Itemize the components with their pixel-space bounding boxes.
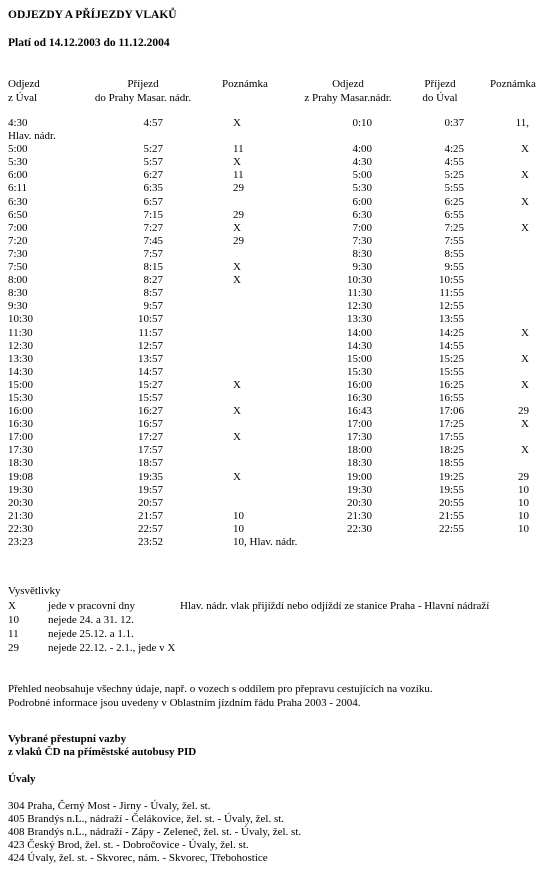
table-row (0, 471, 549, 484)
cell-arrival-prague: 14:57 (137, 365, 163, 378)
table-row (0, 209, 549, 222)
table-row (0, 405, 549, 418)
table-row (0, 484, 549, 497)
cell-departure-prague: 5:30 (352, 182, 372, 195)
validity-period: Platí od 14.12.2003 do 11.12.2004 (8, 37, 170, 49)
cell-note-outbound: X (233, 156, 241, 169)
cell-arrival-uvaly: 7:55 (444, 234, 464, 247)
cell-note-outbound: X (233, 117, 241, 129)
legend-item (8, 613, 548, 627)
header-line: Poznámka (222, 78, 268, 90)
cell-departure-prague: 19:00 (346, 470, 372, 483)
cell-arrival-uvaly: 16:25 (438, 378, 464, 391)
legend-symbol: 10 (8, 614, 19, 626)
cell-departure-uvaly: 16:00 (8, 405, 34, 418)
legend-title: Vysvětlivky (8, 585, 61, 597)
bus-line: 424 Úvaly, žel. st. - Skvorec, nám. - Skvorec, Třebohostice (8, 852, 268, 864)
header-line: Příjezd (424, 78, 456, 90)
cell-note-outbound: 11 (233, 169, 244, 182)
cell-departure-prague: 22:30 (346, 522, 372, 535)
header-line: z Úval (8, 92, 38, 104)
cell-arrival-uvaly: 15:25 (438, 352, 464, 365)
header-line: z Prahy Masar.nádr. (304, 92, 392, 104)
cell-arrival-prague: 19:57 (137, 483, 163, 496)
cell-departure-prague: 14:30 (346, 339, 372, 352)
cell-departure-uvaly: 6:50 (8, 208, 28, 221)
cell-note-inbound: X (521, 444, 529, 457)
table-row (0, 497, 549, 510)
header-line: Odjezd (8, 78, 40, 90)
cell-arrival-prague: 17:27 (137, 431, 163, 444)
cell-departure-prague: 16:00 (346, 378, 372, 391)
cell-arrival-uvaly: 13:55 (438, 313, 464, 326)
cell-note-inbound: X (521, 143, 529, 156)
cell-departure-uvaly: 10:30 (8, 313, 34, 326)
cell-arrival-prague: 5:27 (143, 143, 163, 156)
cell-arrival-uvaly: 6:25 (444, 195, 464, 208)
legend (8, 599, 548, 655)
cell-arrival-prague: 13:57 (137, 352, 163, 365)
table-row (0, 431, 549, 444)
cell-note-outbound: 29 (233, 234, 244, 247)
legend-symbol: 11 (8, 628, 19, 640)
cell-note-outbound: 29 (233, 182, 244, 195)
cell-departure-prague: 16:30 (346, 391, 372, 404)
table-row (0, 169, 549, 182)
cell-arrival-prague: 19:35 (137, 470, 163, 483)
legend-item (8, 641, 548, 655)
cell-departure-uvaly: 15:00 (8, 378, 34, 391)
cell-arrival-uvaly: 20:55 (438, 496, 464, 509)
cell-arrival-prague: 23:52 (137, 536, 163, 548)
cell-note-inbound: 11, (515, 117, 529, 129)
cell-arrival-uvaly: 9:55 (444, 261, 464, 274)
cell-arrival-prague: 8:15 (143, 261, 163, 274)
table-row (0, 143, 549, 156)
header-departure-prague (298, 77, 398, 105)
table-row (0, 392, 549, 405)
cell-arrival-uvaly: 17:55 (438, 431, 464, 444)
cell-departure-prague: 7:00 (352, 221, 372, 234)
cell-departure-prague: 17:00 (346, 418, 372, 431)
cell-arrival-uvaly: 4:25 (444, 143, 464, 156)
cell-note-outbound: X (233, 274, 241, 287)
cell-arrival-uvaly: 8:55 (444, 247, 464, 260)
cell-departure-uvaly: 4:30 (8, 117, 28, 129)
cell-departure-prague: 12:30 (346, 300, 372, 313)
cell-departure-uvaly: 6:11 (8, 182, 28, 195)
cell-departure-uvaly: 6:00 (8, 169, 28, 182)
header-line: Poznámka (490, 78, 536, 90)
legend-item (8, 599, 548, 613)
cell-departure-prague: 18:00 (346, 444, 372, 457)
legend-text: nejede 25.12. a 1.1. (48, 628, 134, 640)
cell-departure-uvaly: 12:30 (8, 339, 34, 352)
cell-note-inbound: 10 (518, 483, 529, 496)
table-row (0, 327, 549, 340)
cell-arrival-prague: 20:57 (137, 496, 163, 509)
cell-note-outbound: 10 (233, 509, 244, 522)
table-row (0, 444, 549, 457)
legend-text: nejede 24. a 31. 12. (48, 614, 134, 626)
bus-line: 304 Praha, Černý Most - Jirny - Úvaly, žel. st. (8, 800, 211, 812)
cell-departure-uvaly: 11:30 (8, 326, 33, 339)
table-row (0, 353, 549, 366)
cell-note-outbound: 10, Hlav. nádr. (233, 536, 298, 548)
cell-arrival-uvaly: 17:25 (438, 418, 464, 431)
cell-arrival-uvaly: 19:55 (438, 483, 464, 496)
cell-departure-uvaly: 13:30 (8, 352, 34, 365)
table-row (0, 300, 549, 313)
table-row (0, 248, 549, 261)
cell-departure-uvaly: 6:30 (8, 195, 28, 208)
cell-arrival-uvaly: 14:55 (438, 339, 464, 352)
table-row (0, 313, 549, 326)
cell-departure-prague: 14:00 (346, 326, 372, 339)
cell-arrival-uvaly: 4:55 (444, 156, 464, 169)
cell-arrival-uvaly: 18:55 (438, 457, 464, 470)
cell-note-inbound: X (521, 326, 529, 339)
cell-departure-prague: 18:30 (346, 457, 372, 470)
cell-arrival-uvaly: 21:55 (438, 509, 464, 522)
table-row (0, 182, 549, 195)
cell-arrival-uvaly: 17:06 (438, 405, 464, 418)
header-arrival-uvaly (420, 77, 460, 105)
note-line: Přehled neobsahuje všechny údaje, např. o vozech s oddílem pro přepravu cestujících na vozíku. (8, 683, 433, 695)
transfer-station: Úvaly (8, 773, 36, 785)
cell-departure-prague: 15:00 (346, 352, 372, 365)
table-row (0, 523, 549, 536)
cell-note-outbound: X (233, 431, 241, 444)
cell-arrival-prague: 7:57 (143, 247, 163, 260)
cell-arrival-uvaly: 12:55 (438, 300, 464, 313)
cell-departure-prague: 7:30 (352, 234, 372, 247)
table-row (0, 261, 549, 274)
cell-note-outbound: X (233, 470, 241, 483)
cell-departure-prague: 11:30 (347, 287, 372, 300)
header-departure-uvaly (8, 77, 40, 105)
cell-departure-uvaly: 20:30 (8, 496, 34, 509)
cell-departure-uvaly: Hlav. nádr. (8, 130, 56, 143)
cell-arrival-uvaly: 18:25 (438, 444, 464, 457)
page-title: ODJEZDY A PŘÍJEZDY VLAKŮ (8, 9, 177, 21)
cell-departure-uvaly: 19:08 (8, 470, 34, 483)
cell-arrival-prague: 6:27 (143, 169, 163, 182)
table-row (0, 196, 549, 209)
cell-departure-uvaly: 7:00 (8, 221, 28, 234)
header-note-1 (222, 77, 268, 91)
legend-symbol: 29 (8, 642, 19, 654)
table-row (0, 457, 549, 470)
cell-arrival-prague: 21:57 (137, 509, 163, 522)
header-arrival-prague (88, 77, 198, 105)
cell-departure-prague: 4:30 (352, 156, 372, 169)
cell-arrival-prague: 11:57 (138, 326, 163, 339)
header-line: do Úval (422, 92, 458, 104)
table-row (0, 366, 549, 379)
cell-arrival-uvaly: 0:37 (444, 117, 464, 129)
cell-note-inbound: 10 (518, 509, 529, 522)
cell-departure-uvaly: 14:30 (8, 365, 34, 378)
cell-arrival-prague: 18:57 (137, 457, 163, 470)
cell-note-outbound: X (233, 405, 241, 418)
cell-arrival-uvaly: 15:55 (438, 365, 464, 378)
cell-departure-uvaly: 8:00 (8, 274, 28, 287)
cell-arrival-uvaly: 5:25 (444, 169, 464, 182)
cell-note-outbound: X (233, 378, 241, 391)
table-row (0, 156, 549, 169)
cell-arrival-prague: 16:57 (137, 418, 163, 431)
cell-departure-uvaly: 5:30 (8, 156, 28, 169)
cell-note-inbound: 29 (518, 405, 529, 418)
cell-arrival-prague: 6:35 (143, 182, 163, 195)
cell-departure-prague: 4:00 (352, 143, 372, 156)
cell-departure-uvaly: 19:30 (8, 483, 34, 496)
table-row (0, 340, 549, 353)
legend-extra: Hlav. nádr. vlak přijíždí nebo odjíždí ze stanice Praha - Hlavní nádraží (180, 600, 490, 612)
table-row (0, 235, 549, 248)
cell-arrival-uvaly: 7:25 (444, 221, 464, 234)
cell-note-inbound: X (521, 195, 529, 208)
cell-departure-prague: 19:30 (346, 483, 372, 496)
cell-departure-uvaly: 17:30 (8, 444, 34, 457)
cell-note-outbound: X (233, 261, 241, 274)
cell-departure-uvaly: 15:30 (8, 391, 34, 404)
table-row (0, 274, 549, 287)
legend-item (8, 627, 548, 641)
cell-departure-uvaly: 17:00 (8, 431, 34, 444)
cell-arrival-prague: 8:27 (143, 274, 163, 287)
cell-arrival-prague: 16:27 (137, 405, 163, 418)
bus-line: 405 Brandýs n.L., nádraží - Čelákovice, žel. st. - Úvaly, žel. st. (8, 813, 285, 825)
table-row (0, 418, 549, 431)
note-line: Podrobné informace jsou uvedeny v Oblastním jízdním řádu Praha 2003 - 2004. (8, 697, 361, 709)
cell-departure-prague: 17:30 (346, 431, 372, 444)
cell-note-outbound: 29 (233, 208, 244, 221)
cell-departure-prague: 21:30 (346, 509, 372, 522)
cell-arrival-uvaly: 6:55 (444, 208, 464, 221)
cell-arrival-prague: 7:45 (143, 234, 163, 247)
table-row (0, 510, 549, 523)
cell-arrival-prague: 9:57 (143, 300, 163, 313)
cell-departure-uvaly: 7:50 (8, 261, 28, 274)
cell-arrival-uvaly: 10:55 (438, 274, 464, 287)
cell-departure-uvaly: 7:20 (8, 234, 28, 247)
legend-text: jede v pracovní dny (48, 600, 136, 612)
cell-arrival-uvaly: 11:55 (439, 287, 464, 300)
cell-arrival-uvaly: 22:55 (438, 522, 464, 535)
timetable-grid (0, 117, 549, 549)
cell-departure-prague: 8:30 (352, 247, 372, 260)
header-line: Příjezd (127, 78, 159, 90)
transfer-heading: Vybrané přestupní vazby (8, 733, 127, 745)
cell-arrival-prague: 5:57 (143, 156, 163, 169)
table-row (0, 379, 549, 392)
cell-departure-uvaly: 23:23 (8, 536, 34, 548)
cell-arrival-prague: 8:57 (143, 287, 163, 300)
cell-departure-prague: 9:30 (352, 261, 372, 274)
cell-departure-uvaly: 18:30 (8, 457, 34, 470)
transfer-heading: z vlaků ČD na příměstské autobusy PID (8, 746, 197, 758)
header-note-2 (490, 77, 536, 91)
table-row (0, 130, 549, 143)
header-line: do Prahy Masar. nádr. (94, 92, 192, 104)
cell-arrival-prague: 4:57 (143, 117, 163, 129)
cell-arrival-prague: 6:57 (143, 195, 163, 208)
cell-departure-uvaly: 7:30 (8, 247, 28, 260)
cell-note-inbound: X (521, 418, 529, 431)
table-row (0, 117, 549, 130)
cell-departure-uvaly: 9:30 (8, 300, 28, 313)
cell-arrival-prague: 15:27 (137, 378, 163, 391)
cell-departure-prague: 10:30 (346, 274, 372, 287)
cell-arrival-prague: 15:57 (137, 391, 163, 404)
bus-line: 423 Český Brod, žel. st. - Dobročovice - Úvaly, žel. st. (8, 839, 249, 851)
cell-arrival-prague: 22:57 (137, 522, 163, 535)
cell-departure-prague: 6:00 (352, 195, 372, 208)
cell-arrival-uvaly: 19:25 (438, 470, 464, 483)
table-row (0, 222, 549, 235)
bus-line: 408 Brandýs n.L., nádraží - Zápy - Zeleneč, žel. st. - Úvaly, žel. st. (8, 826, 302, 838)
cell-departure-prague: 6:30 (352, 208, 372, 221)
cell-departure-uvaly: 22:30 (8, 522, 34, 535)
cell-note-inbound: 29 (518, 470, 529, 483)
legend-symbol: X (8, 600, 16, 612)
cell-arrival-prague: 7:15 (143, 208, 163, 221)
cell-departure-prague: 15:30 (346, 365, 372, 378)
table-row (0, 536, 549, 549)
cell-note-outbound: 10 (233, 522, 244, 535)
cell-departure-prague: 16:43 (346, 405, 372, 418)
cell-note-inbound: 10 (518, 522, 529, 535)
cell-departure-prague: 20:30 (346, 496, 372, 509)
cell-departure-uvaly: 16:30 (8, 418, 34, 431)
cell-note-inbound: X (521, 352, 529, 365)
table-row (0, 287, 549, 300)
header-line: Odjezd (332, 78, 364, 90)
legend-text: nejede 22.12. - 2.1., jede v X (48, 642, 176, 654)
cell-departure-prague: 0:10 (352, 117, 372, 129)
cell-departure-prague: 13:30 (346, 313, 372, 326)
cell-note-outbound: X (233, 221, 241, 234)
cell-arrival-prague: 10:57 (137, 313, 163, 326)
cell-arrival-uvaly: 14:25 (438, 326, 464, 339)
cell-note-inbound: 10 (518, 496, 529, 509)
cell-arrival-uvaly: 5:55 (444, 182, 464, 195)
cell-note-inbound: X (521, 378, 529, 391)
cell-departure-prague: 5:00 (352, 169, 372, 182)
cell-note-inbound: X (521, 169, 529, 182)
cell-arrival-prague: 12:57 (137, 339, 163, 352)
cell-arrival-prague: 17:57 (137, 444, 163, 457)
cell-note-outbound: 11 (233, 143, 244, 156)
cell-departure-uvaly: 5:00 (8, 143, 28, 156)
cell-note-inbound: X (521, 221, 529, 234)
cell-departure-uvaly: 21:30 (8, 509, 34, 522)
cell-arrival-prague: 7:27 (143, 221, 163, 234)
cell-arrival-uvaly: 16:55 (438, 391, 464, 404)
cell-departure-uvaly: 8:30 (8, 287, 28, 300)
